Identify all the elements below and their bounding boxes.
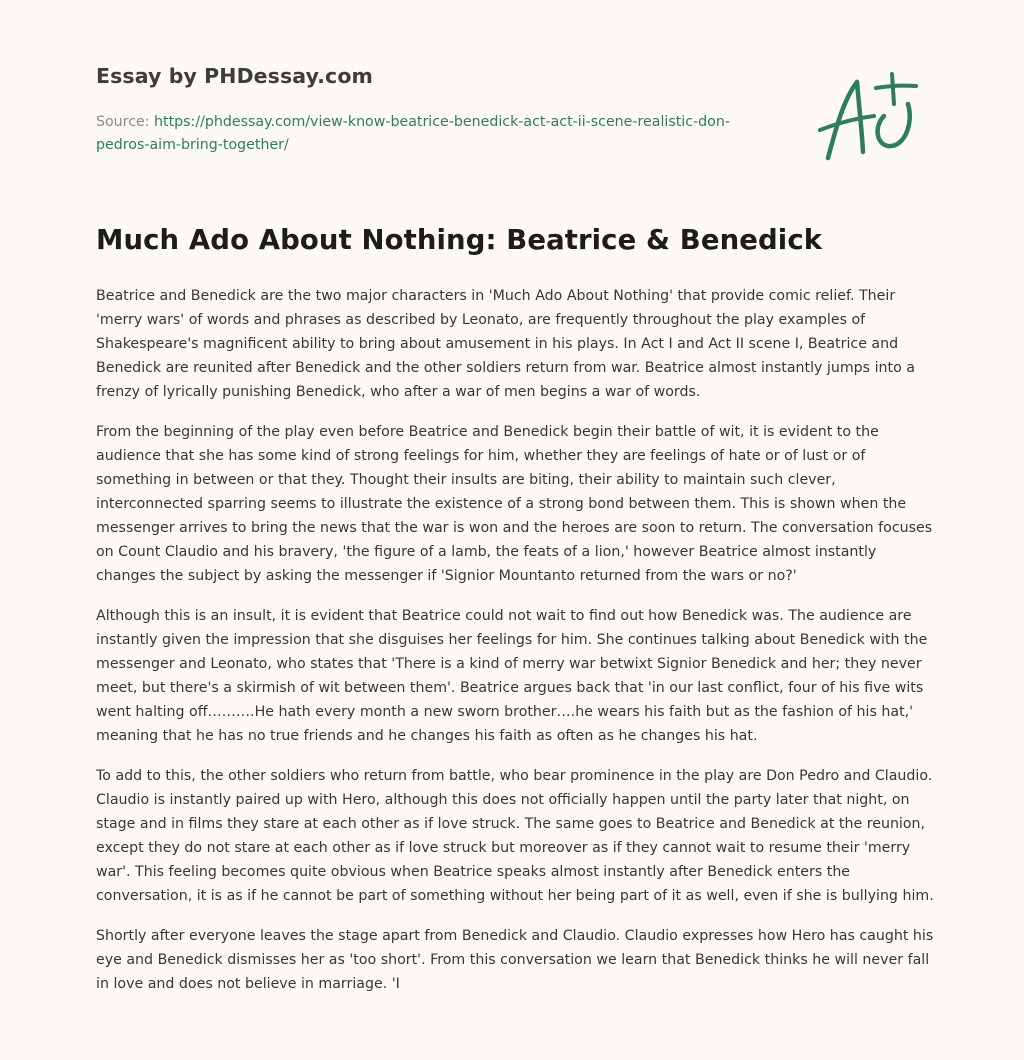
essay-paragraph: Beatrice and Benedick are the two major characters in 'Much Ado About Nothing' that provide comic relief. Their 'merry wars' of words and phrases as described by Leonato, are frequently throughout the play examples of Shakespeare's magnificent ability to bring about amusement in his plays. In Act I and Act II scene I, Beatrice and Benedick are reunited after Benedick and the other soldiers return from war. Beatrice almost instantly jumps into a frenzy of lyrically punishing Benedick, who after a war of men begins a war of words. <box>96 288 915 400</box>
essay-body <box>96 284 934 1012</box>
a-plus-logo-icon <box>818 66 932 166</box>
essay-paragraph: From the beginning of the play even before Beatrice and Benedick begin their battle of wit, it is evident to the audience that she has some kind of strong feelings for him, whether they are feelings of hate or of lust or of something in between or that they. Thought their insults are biting, their ability to maintain such clever, interconnected sparring seems to illustrate the existence of a strong bond between them. This is shown when the messenger arrives to bring the news that the war is won and the heroes are soon to return. The conversation focuses on Count Claudio and his bravery, 'the figure of a lamb, the feats of a lion,' however Beatrice almost instantly changes the subject by asking the messenger if 'Signior Mountanto returned from the wars or no?' <box>96 424 933 584</box>
source-link[interactable]: https://phdessay.com/view-know-beatrice-benedick-act-act-ii-scene-realistic-don-pedros-aim-bring-together/ <box>96 114 730 153</box>
essay-paragraph: To add to this, the other soldiers who return from battle, who bear prominence in the play are Don Pedro and Claudio. Claudio is instantly paired up with Hero, although this does not officially happen until the party later that night, on stage and in films they stare at each other as if love struck. The same goes to Beatrice and Benedick at the reunion, except they do not stare at each other as if love struck but moreover as if they cannot wait to resume their 'merry war'. This feeling becomes quite obvious when Beatrice speaks almost instantly after Benedick enters the conversation, it is as if he cannot be part of something without her being part of it as well, even if she is bullying him. <box>96 768 934 904</box>
site-brand: Essay by PHDessay.com <box>96 64 373 88</box>
source-line <box>96 111 756 157</box>
essay-title: Much Ado About Nothing: Beatrice & Benedick <box>96 224 823 256</box>
source-label: Source: <box>96 114 155 130</box>
essay-paragraph: Although this is an insult, it is evident that Beatrice could not wait to find out how Benedick was. The audience are instantly given the impression that she disguises her feelings for him. She continues talking about Benedick with the messenger and Leonato, who states that 'There is a kind of merry war betwixt Signior Benedick and her; they never meet, but there's a skirmish of wit between them'. Beatrice argues back that 'in our last conflict, four of his five wits went halting off……….He hath every month a new sworn brother….he wears his faith but as the fashion of his hat,' meaning that he has no true friends and he changes his faith as often as he changes his hat. <box>96 608 928 744</box>
essay-paragraph: Shortly after everyone leaves the stage apart from Benedick and Claudio. Claudio expresses how Hero has caught his eye and Benedick dismisses her as 'too short'. From this conversation we learn that Benedick thinks he will never fall in love and does not believe in marriage. 'I <box>96 928 934 992</box>
